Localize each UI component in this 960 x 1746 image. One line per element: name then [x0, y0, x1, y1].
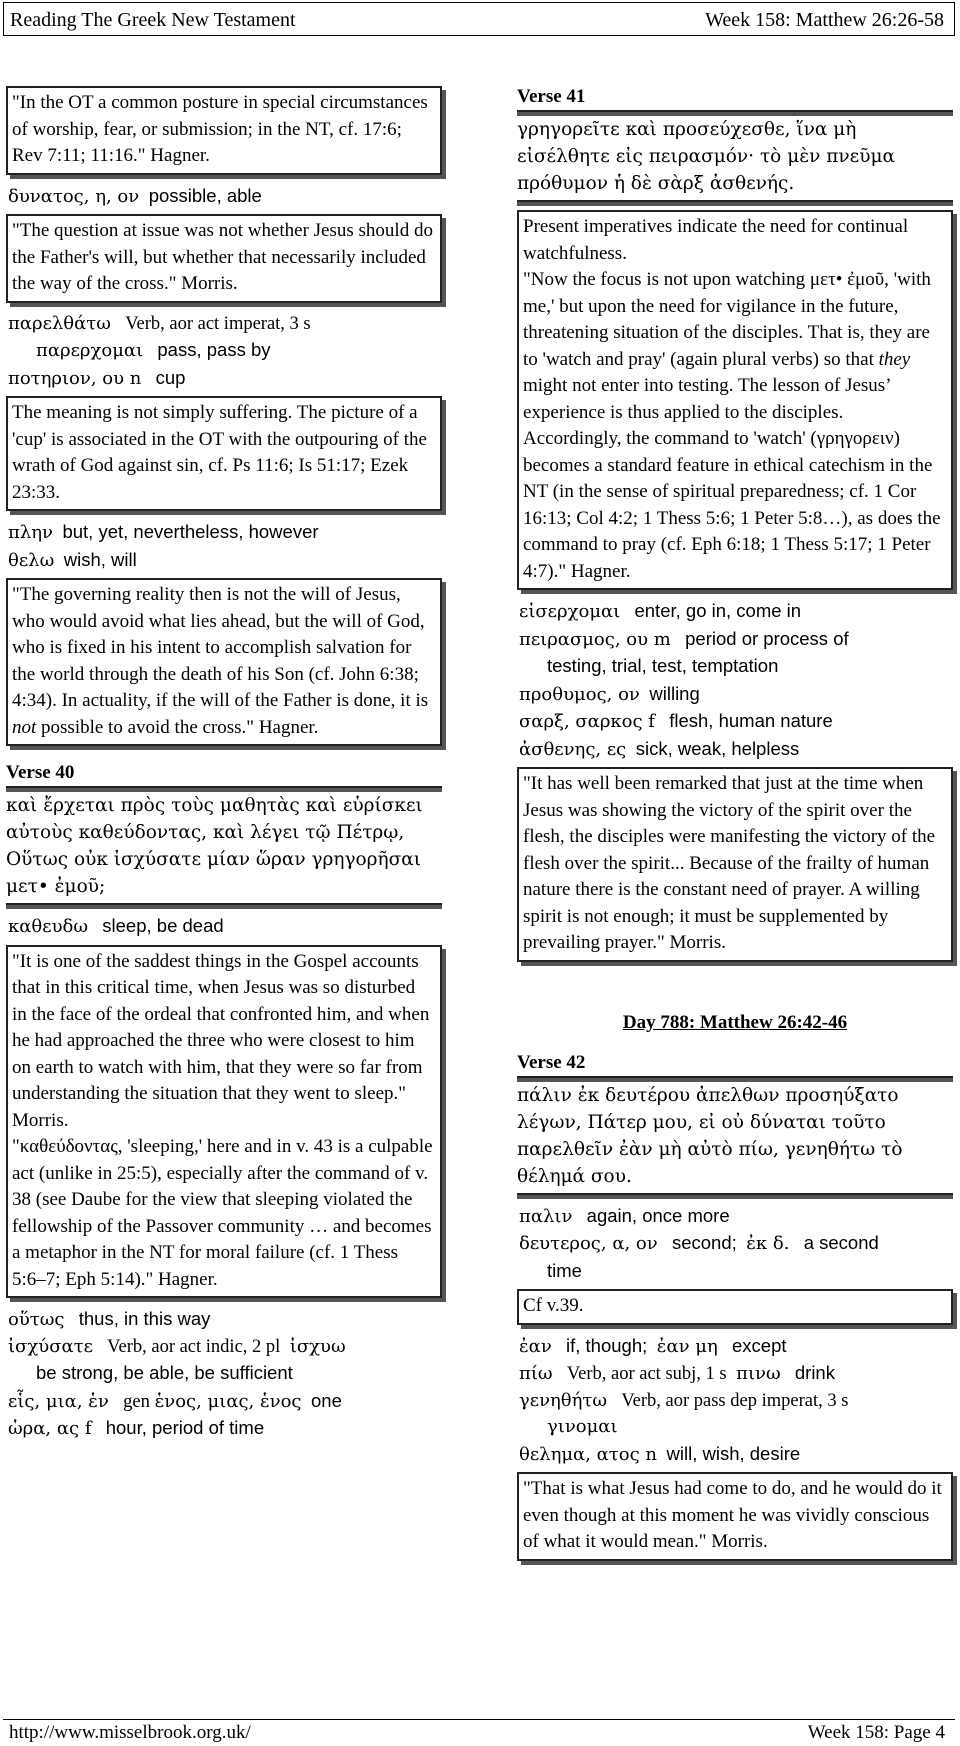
vocab-entry — [6, 311, 442, 338]
note-text: "The governing reality then is not the will of Jesus, who would avoid what lies ahead, but the will of God, who is fixed in his intent to accomplish salvation for the world through the death of his Son (cf. John 6:38; 4:34). In actuality, if the will of the Father is done, it is — [12, 584, 429, 711]
vocab-entry — [6, 1360, 442, 1388]
page-header — [3, 2, 955, 36]
note-box — [517, 1289, 953, 1325]
note-box — [517, 767, 953, 962]
greek-word: εἰσερχομαι — [519, 601, 621, 622]
vocab-entry — [517, 1203, 953, 1231]
greek-word: θελω — [8, 549, 55, 571]
greek-verse-text: καὶ ἔρχεται πρὸς τοὺς μαθητὰς καὶ εὑρίσκει αὐτοὺς καθεύδοντας, καὶ λέγει τῷ Πέτρῳ, Οὕτως οὐκ ἰσχύσατε μίαν ὥραν γρηγορῆσαι μετ• ἐμοῦ; — [6, 792, 442, 905]
parsing: gen — [123, 1391, 150, 1412]
vocab-entry — [517, 1414, 953, 1441]
note-box — [6, 214, 442, 303]
vocab-entry — [517, 1441, 953, 1469]
definition: wish, will — [63, 548, 137, 570]
definition: except — [732, 1334, 787, 1356]
parsing: Verb, aor act imperat, 3 s — [125, 313, 311, 334]
greek-word: ἰσχύσατε — [8, 1335, 93, 1357]
greek-word: καθευδω — [8, 916, 89, 937]
note-text: The meaning is not simply suffering. The picture of a 'cup' is associated in the OT with the outpouring of the wrath of God against sin, cf. Ps 11:6; Is 51:17; Ezek 23:33. — [12, 402, 427, 503]
note-text: "It is one of the saddest things in the Gospel accounts that in this critical time, when Jesus was so disturbed in the face of the ordeal that confronted him, and when he had approached the three who were closest to him on earth to watch with him, that they were so far from understanding the situation that they went to sleep." Morris. — [12, 950, 430, 1131]
vocab-entry — [517, 1258, 953, 1286]
greek-verse-text: γρηγορεῖτε καὶ προσεύχεσθε, ἵνα μὴ εἰσέλθητε εἰς πειρασμόν· τὸ μὲν πνεῦμα πρόθυμον ἡ δὲ σὰρξ ἀσθενής. — [517, 116, 953, 202]
vocab-entry — [6, 365, 442, 393]
definition: flesh, human nature — [669, 710, 833, 731]
definition: willing — [649, 682, 700, 704]
note-box — [6, 396, 442, 511]
greek-word: ἀσθενης, ες — [519, 738, 627, 760]
definition: possible, able — [148, 184, 262, 206]
greek-word: οὕτως — [8, 1309, 65, 1330]
greek-word: ἐαν — [519, 1335, 552, 1357]
definition: be strong, be able, be sufficient — [36, 1362, 293, 1383]
definition: one — [311, 1389, 342, 1411]
greek-word: δευτερος, α, ον — [519, 1233, 658, 1254]
vocab-entry — [6, 913, 442, 941]
vocab-entry — [517, 598, 953, 626]
vocab-entry — [6, 1388, 442, 1416]
greek-lemma: πινω — [736, 1363, 781, 1384]
definition: drink — [794, 1362, 835, 1383]
vocab-entry — [517, 681, 953, 709]
vocab-entry — [6, 519, 442, 547]
vocab-entry — [6, 1415, 442, 1443]
greek-word: πειρασμος, ου m — [519, 628, 671, 650]
verse-heading: Verse 42 — [517, 1052, 953, 1078]
note-text: "That is what Jesus had come to do, and he would do it even though at this moment he was vividly conscious of what it would mean." Morris. — [523, 1478, 942, 1552]
note-box — [6, 945, 442, 1299]
note-text: "It has well been remarked that just at the time when Jesus was showing the victory of the spirit over the flesh, the disciples were manifesting the victory of the flesh over the spirit... Because of the frailty of human nature there is the constant need of prayer. A willing spirit is not enough; it must be supplemented by prevailing prayer." Morris. — [523, 773, 936, 953]
verse-heading: Verse 40 — [6, 762, 442, 788]
greek-word: δυνατος, η, ον — [8, 185, 140, 207]
definition: a second — [803, 1232, 879, 1253]
definition: pass, pass by — [157, 339, 271, 360]
definition: will, wish, desire — [666, 1442, 801, 1464]
note-box — [517, 1472, 953, 1561]
definition: thus, in this way — [78, 1308, 211, 1329]
note-text: Present imperatives indicate the need for continual watchfulness. — [523, 216, 909, 264]
note-text: "καθεύδοντας, 'sleeping,' here and in v. 43 is a culpable act (unlike in 25:5), especially after the command of v. 38 (see Daube for the view that sleeping violated the fellowship of the Passover community … and becomes a metaphor in the NT for moral failure (cf. 1 Thess 5:6–7; Eph 5:14)." Hagner. — [12, 1136, 433, 1290]
header-title: Reading The Greek New Testament — [10, 9, 296, 31]
vocab-entry — [6, 1334, 442, 1361]
greek-word: παρερχομαι — [36, 340, 144, 361]
note-box — [517, 210, 953, 590]
day-heading: Day 788: Matthew 26:42-46 — [622, 1011, 848, 1033]
definition: period or process of — [685, 627, 849, 649]
definition: again, once more — [586, 1204, 730, 1226]
greek-word: ὡρα, ας f — [8, 1418, 92, 1439]
definition: testing, trial, test, temptation — [547, 655, 779, 676]
parsing: Verb, aor act subj, 1 s — [566, 1364, 727, 1384]
left-column — [6, 82, 442, 1443]
definition: sick, weak, helpless — [635, 737, 800, 759]
right-column — [517, 82, 953, 1569]
greek-word: εἷς, μια, ἑν — [8, 1390, 109, 1412]
definition: hour, period of time — [105, 1417, 265, 1438]
verse-heading: Verse 41 — [517, 86, 953, 112]
page-footer — [3, 1719, 955, 1745]
greek-word: σαρξ, σαρκος f — [519, 711, 655, 732]
note-box — [6, 86, 442, 175]
greek-word: πλην — [8, 522, 53, 543]
vocab-entry — [6, 183, 442, 211]
emphasis: not — [12, 716, 37, 738]
vocab-entry — [517, 1230, 953, 1258]
greek-phrase: ἐαν μη — [656, 1335, 718, 1357]
definition: if, though; — [566, 1334, 648, 1356]
footer-url[interactable]: http://www.misselbrook.org.uk/ — [9, 1722, 251, 1743]
emphasis: they — [878, 348, 911, 370]
greek-word: παλιν — [519, 1205, 573, 1227]
note-text: Cf v.39. — [523, 1295, 584, 1316]
vocab-entry — [6, 337, 442, 365]
greek-forms: ἑνος, μιας, ἑνος — [154, 1390, 302, 1412]
vocab-entry — [517, 1333, 953, 1361]
vocab-entry — [517, 736, 953, 764]
greek-word: ποτηριον, ου n — [8, 367, 142, 389]
header-week: Week 158: Matthew 26:26-58 — [705, 9, 944, 31]
note-text: "Now the focus is not upon watching μετ• ἐμοῦ, 'with me,' but upon the need for vigilance in the future, threatening situation of the disciples. That is, they are to 'watch and pray' (again plural verbs) so that — [523, 269, 931, 370]
vocab-entry — [6, 547, 442, 575]
greek-word: θελημα, ατος n — [519, 1443, 657, 1465]
definition: enter, go in, come in — [634, 600, 802, 621]
greek-word: προθυμος, ον — [519, 683, 640, 705]
note-text: might not enter into testing. The lesson of Jesus’ experience is thus applied to the disciples. Accordingly, the command to 'watch' (γρηγορειν) becomes a standard feature in ethical catechism in the NT (in the sense of spiritual preparedness; cf. 1 Cor 16:13; Col 4:2; 1 Thess 5:6; 1 Peter 5:8…), as does the command to pray (cf. Eph 6:18; 1 Thess 5:17; 1 Peter 4:7)." Hagner. — [523, 375, 941, 582]
definition: time — [547, 1259, 582, 1281]
parsing: Verb, aor act indic, 2 pl — [107, 1336, 281, 1357]
vocab-entry — [517, 1388, 953, 1415]
definition: cup — [155, 366, 186, 388]
note-text: "In the OT a common posture in special circumstances of worship, fear, or submission; in the NT, cf. 17:6; Rev 7:11; 11:16." Hagner. — [12, 92, 428, 166]
vocab-entry — [6, 1306, 442, 1334]
vocab-entry — [517, 626, 953, 654]
note-text: possible to avoid the cross." Hagner. — [36, 716, 319, 738]
vocab-entry — [517, 708, 953, 736]
greek-phrase: ἐκ δ. — [746, 1233, 790, 1254]
greek-lemma: ἰσχυω — [289, 1335, 346, 1357]
greek-word: πίω — [519, 1363, 553, 1384]
vocab-entry — [517, 1360, 953, 1388]
note-text: "The question at issue was not whether Jesus should do the Father's will, but whether that necessarily included the way of the cross." Morris. — [12, 220, 433, 294]
definition: but, yet, nevertheless, however — [62, 521, 319, 542]
parsing: Verb, aor pass dep imperat, 3 s — [621, 1390, 849, 1411]
note-box — [6, 578, 442, 746]
greek-verse-text: πάλιν ἐκ δευτέρου ἀπελθων προσηύξατο λέγων, Πάτερ μου, εἰ οὐ δύναται τοῦτο παρελθεῖν ἐὰν μὴ αὐτὸ πίω, γενηθήτω τὸ θέλημά σου. — [517, 1082, 953, 1195]
definition: second; — [671, 1232, 737, 1253]
greek-word: παρελθάτω — [8, 312, 111, 334]
greek-word: γενηθήτω — [519, 1389, 608, 1411]
greek-lemma: γινομαι — [547, 1416, 618, 1437]
definition: sleep, be dead — [102, 915, 224, 936]
vocab-entry — [517, 653, 953, 681]
footer-page: Week 158: Page 4 — [807, 1722, 945, 1743]
